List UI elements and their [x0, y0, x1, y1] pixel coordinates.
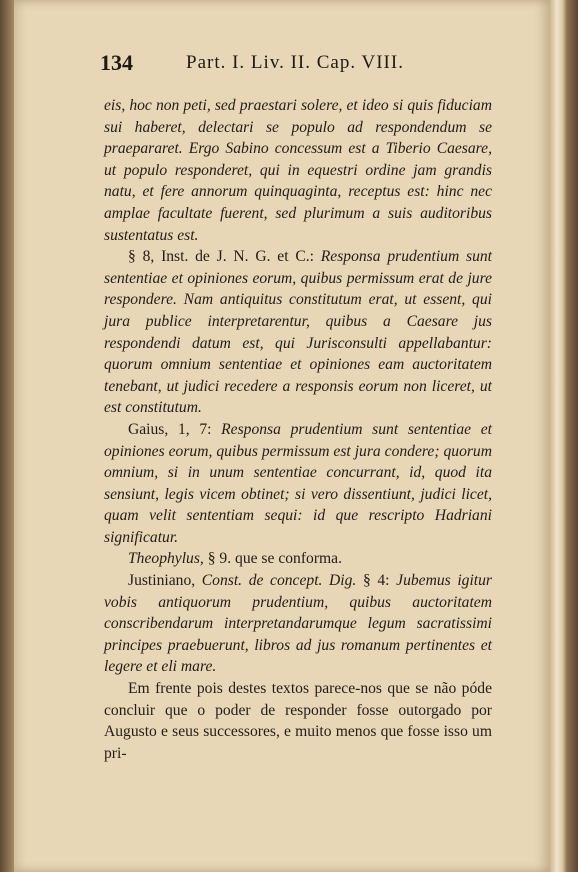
paragraph-3 [104, 419, 492, 549]
author-justiniano: Justiniano, [128, 572, 196, 590]
page-header [100, 50, 500, 80]
paragraph-6: Em frente pois destes textos parece-nos que se não póde concluir que o poder de responder fosse outorgado por Augusto e seus successores, e muito menos que fosse isso um pri- [104, 680, 492, 762]
book-edge [550, 0, 578, 872]
theophylus-note: que se conforma. [235, 550, 342, 568]
citation-institutes: § 8, Inst. de J. N. G. et C.: [128, 248, 314, 266]
citation-gaius: Gaius, 1, 7: [128, 420, 212, 438]
page-body [104, 95, 492, 764]
book-gutter [0, 0, 14, 872]
paragraph-4 [104, 548, 492, 570]
section-digest: § 4: [362, 572, 390, 590]
citation-theophylus: Theophylus, [128, 550, 204, 568]
page-number: 134 [100, 50, 133, 75]
section-theophylus: § 9. [207, 550, 232, 568]
quote-institutes: Responsa prudentium sunt sententiae et opiniones eorum, quibus permissum erat de jure respondere. Nam antiquitus constitutum erat, ut essent, qui jura publice interpretarentur, quibus a Caesare jus respondendi datum est, qui Jurisconsulti appellabantur: quorum omnium sententiae et opiniones eam auctoritatem tenebant, ut judici recedere a responsis eorum non liceret, ut est constitutum. [104, 248, 493, 417]
running-title: Part. I. Liv. II. Cap. VIII. [186, 52, 404, 73]
quote-digest: Jubemus igitur vobis antiquorum prudentium, quibus auctoritatem conscribendarum interpretandarumque legum sacratissimi principes praebuerunt, libros ad jus romanum pertinentes et legere et eli mare. [104, 572, 492, 676]
quote-gaius: Responsa prudentium sunt sententiae et opiniones eorum, quibus permissum est jura condere; quorum omnium, si in unum sententiae concurrant, id, quod ita sensiunt, legis vicem obtinet; si vero dissentiunt, judici licet, quam velit sententiam sequi: id que rescripto Hadriani significatur. [104, 420, 493, 546]
paragraph-1: eis, hoc non peti, sed praestari solere, et ideo si quis fiduciam sui haberet, delectari se populo ad respondendum se praepararet. Ergo Sabino concessum est a Tiberio Caesare, ut populo responderet, qui in equestri ordine jam grandis natu, et fere annorum quinquaginta, receptus est: hinc nec amplae facultate fuerent, sed plurimum a suis auditoribus sustentatus est. [104, 97, 492, 244]
paragraph-5 [104, 570, 492, 678]
citation-digest: Const. de concept. Dig. [201, 572, 357, 590]
paragraph-2 [104, 246, 492, 419]
